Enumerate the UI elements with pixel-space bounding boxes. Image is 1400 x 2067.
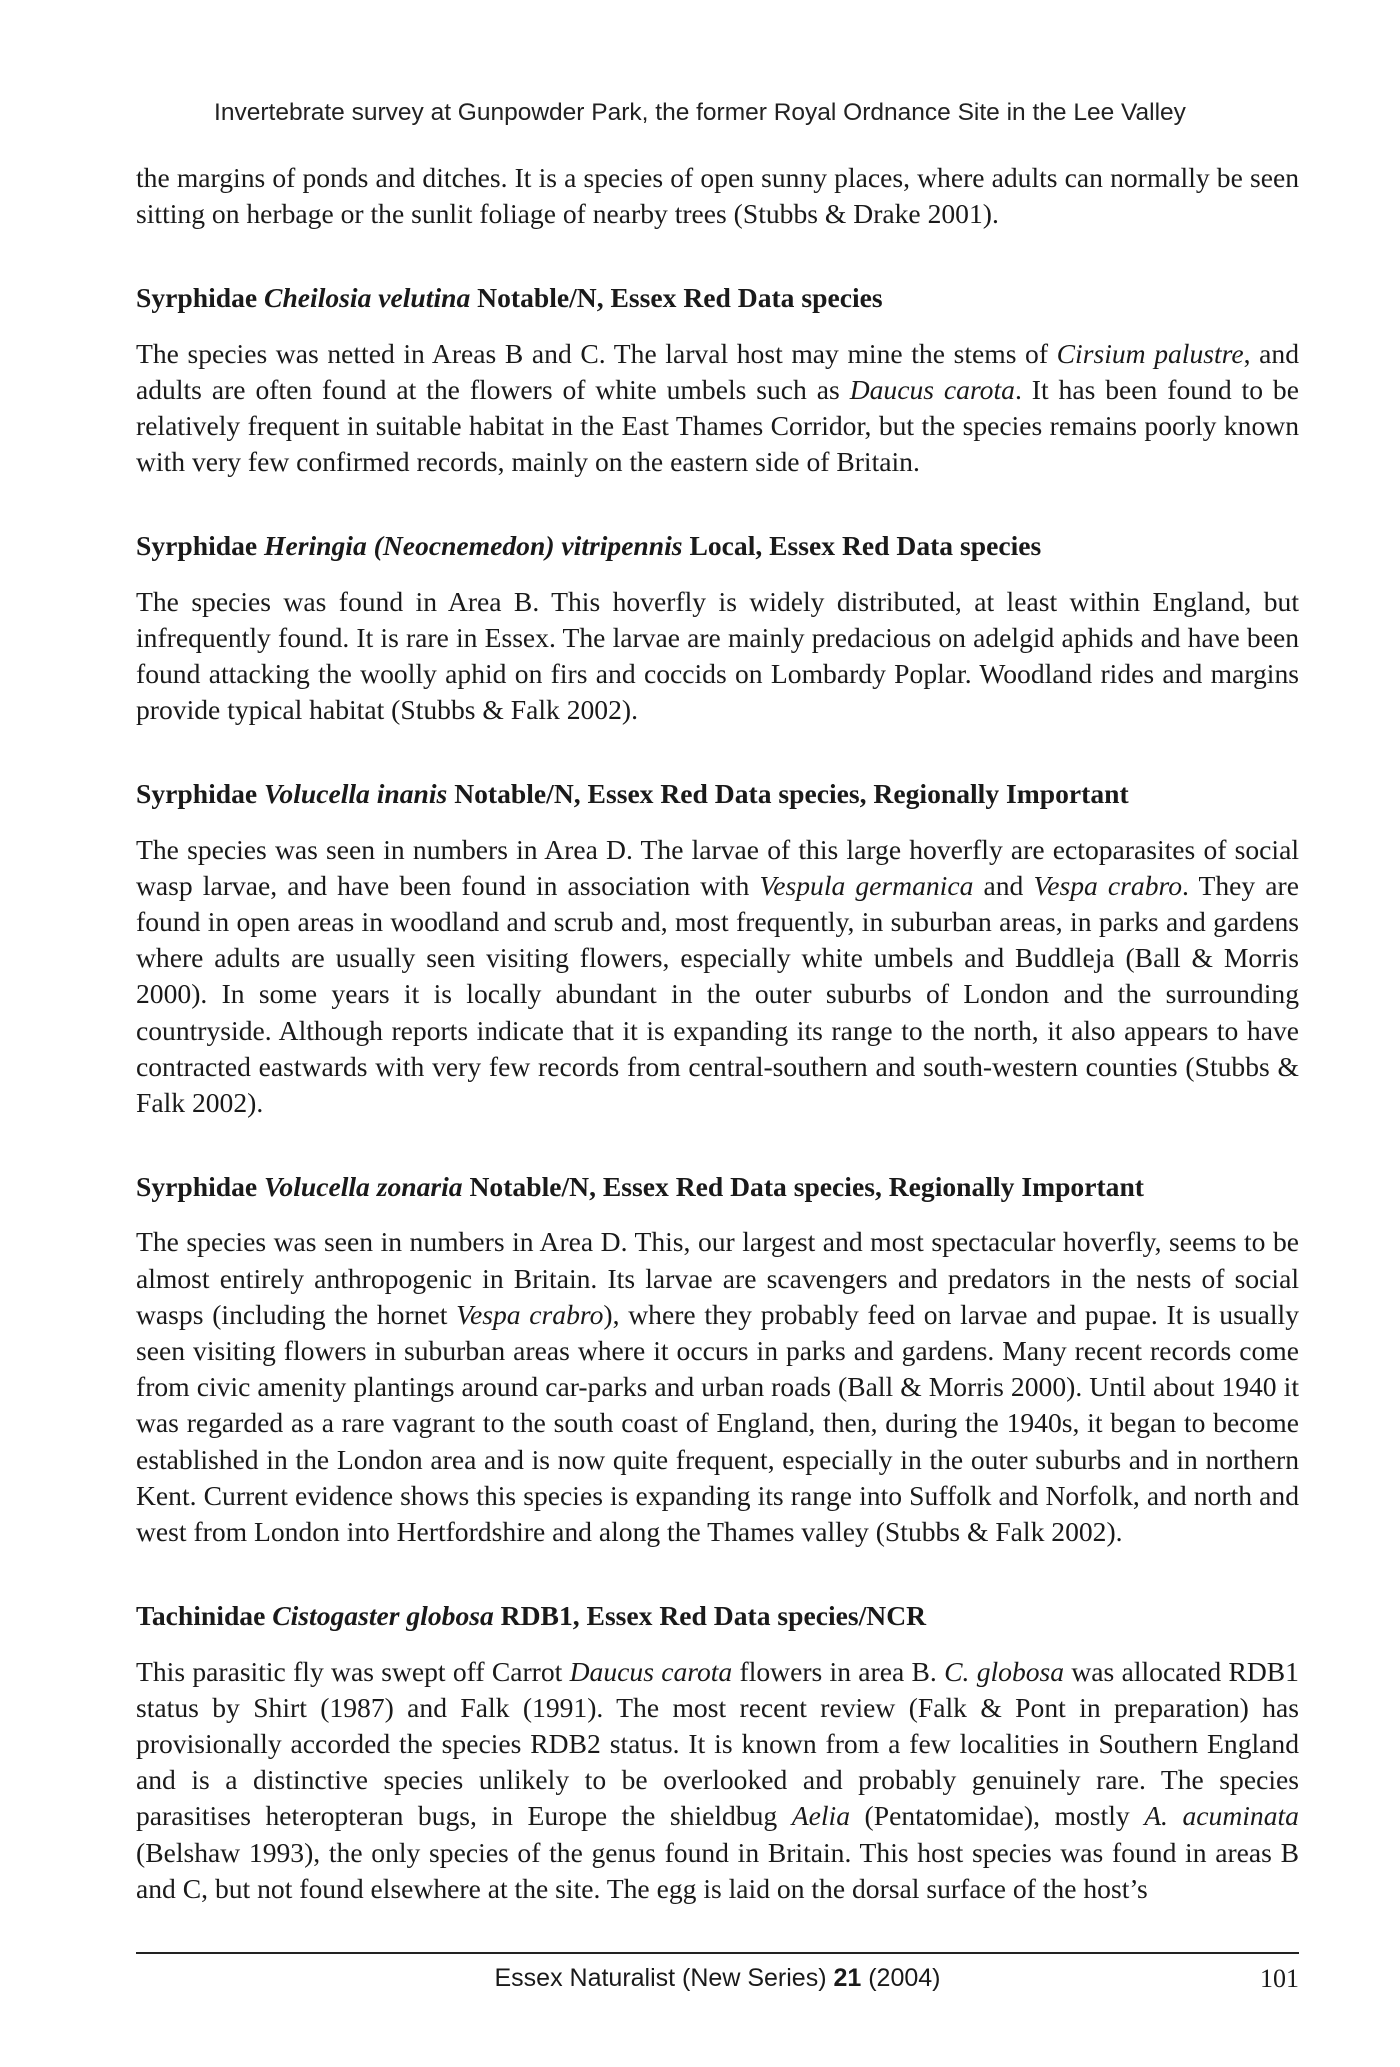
text-run: The species was found in Area B. This hoverfly is widely distributed, at least within England, but infrequently found. It is rare in Essex. The larvae are mainly predacious on adelgid aphids and have been found attacking the woolly aphid on firs and coccids on Lombardy Poplar. Woodland rides and margins provide typical habitat (Stubbs & Falk 2002). [136,585,1299,726]
section-paragraph [136,1654,1299,1907]
footer-rule [136,1952,1299,1954]
text-run: , and adults are often found at the flowers of white umbels such as [136,337,1299,405]
page-number: 101 [1260,1964,1299,1993]
journal-year: (2004) [861,1964,941,1992]
page-footer [136,1964,1299,2000]
section-paragraph [136,336,1299,481]
text-run: . It has been found to be relatively frequent in suitable habitat in the East Thames Corridor, but the species remains poorly known with very few confirmed records, mainly on the eastern side of Britain. [136,373,1299,478]
text-run: (Belshaw 1993), the only species of the genus found in Britain. This host species was found in areas B and C, but not found elsewhere at the site. The egg is laid on the dorsal surface of the host’s [136,1836,1299,1904]
section-heading [136,1598,1299,1634]
species-name: Daucus carota [569,1655,733,1687]
text-run: Notable/N, Essex Red Data species, Regionally Important [447,778,1129,810]
species-name: Volucella inanis [264,778,448,810]
text-run: flowers in area B. [732,1655,945,1687]
species-name: Vespula germanica [759,869,974,901]
species-name: C. globosa [944,1655,1065,1687]
text-run: Notable/N, Essex Red Data species, Regionally Important [462,1171,1144,1203]
text-run: RDB1, Essex Red Data species/NCR [493,1600,927,1632]
text-run: Syrphidae [136,778,265,810]
species-name: Vespa crabro [456,1298,604,1330]
intro-paragraph: the margins of ponds and ditches. It is a species of open sunny places, where adults can normally be seen sitting on herbage or the sunlit foliage of nearby trees (Stubbs & Drake 2001). [136,162,1299,230]
article-body [136,160,1299,1907]
text-run: The species was netted in Areas B and C. The larval host may mine the stems of [136,337,1057,369]
section-heading [136,776,1299,812]
journal-name: Essex Naturalist (New Series) [494,1964,834,1992]
species-name: Aelia [791,1800,850,1832]
species-name: Cheilosia velutina [264,282,471,314]
journal-citation [136,1964,1299,1993]
text-run: Notable/N, Essex Red Data species [470,282,883,314]
text-run: Syrphidae [136,530,265,562]
text-run: and [973,869,1034,901]
species-name: Heringia (Neocnemedon) vitripennis [264,530,683,562]
section-heading [136,280,1299,316]
section-heading [136,528,1299,564]
text-run: The species was seen in numbers in Area D. The larvae of this large hoverfly are ectoparasites of social wasp larvae, and have been found in association with [136,833,1299,901]
section-paragraph [136,832,1299,1122]
text-run: This parasitic fly was swept off Carrot [136,1655,570,1687]
species-name: Vespa crabro [1033,869,1183,901]
text-run: Syrphidae [136,1171,265,1203]
text-run: ), where they probably feed on larvae and pupae. It is usually seen visiting flowers in suburban areas where it occurs in parks and gardens. Many recent records come from civic amenity plantings around car-parks and urban roads (Ball & Morris 2000). Until about 1940 it was regarded as a rare vagrant to the south coast of England, then, during the 1940s, it began to become established in the London area and is now quite frequent, especially in the outer suburbs and in northern Kent. Current evidence shows this species is expanding its range into Suffolk and Norfolk, and north and west from London into Hertfordshire and along the Thames valley (Stubbs & Falk 2002). [136,1298,1299,1548]
text-run: The species was seen in numbers in Area D. This, our largest and most spectacular hoverfly, seems to be almost entirely anthropogenic in Britain. Its larvae are scavengers and predators in the nests of social wasps (including the hornet [136,1226,1299,1330]
section-paragraph [136,1224,1299,1550]
section-heading [136,1169,1299,1205]
species-name: Daucus carota [849,373,1015,405]
species-name: Volucella zonaria [264,1171,463,1203]
text-run: Syrphidae [136,282,265,314]
section-paragraph [136,584,1299,729]
running-head: Invertebrate survey at Gunpowder Park, the former Royal Ordnance Site in the Lee Valley [214,99,1186,126]
species-name: Cistogaster globosa [272,1600,494,1632]
species-name: A. acuminata [1144,1800,1299,1832]
species-name: Cirsium palustre [1056,337,1244,369]
text-run: . They are found in open areas in woodland and scrub and, most frequently, in suburban areas, in parks and gardens where adults are usually seen visiting flowers, especially white umbels and Buddleja (Ball & Morris 2000). In some years it is locally abundant in the outer suburbs of London and the surrounding countryside. Although reports indicate that it is expanding its range to the north, it also appears to have contracted eastwards with very few records from central-southern and south-western counties (Stubbs & Falk 2002). [136,869,1299,1119]
text-run: Tachinidae [136,1600,273,1632]
text-run: Local, Essex Red Data species [682,530,1042,562]
text-run: (Pentatomidae), mostly [850,1800,1145,1832]
journal-volume: 21 [833,1964,862,1992]
text-run: was allocated RDB1 status by Shirt (1987) and Falk (1991). The most recent review (Falk & Pont in preparation) has provisionally accorded the species RDB2 status. It is known from a few localities in Southern England and is a distinctive species unlikely to be overlooked and probably genuinely rare. The species parasitises heteropteran bugs, in Europe the shieldbug [136,1655,1299,1832]
